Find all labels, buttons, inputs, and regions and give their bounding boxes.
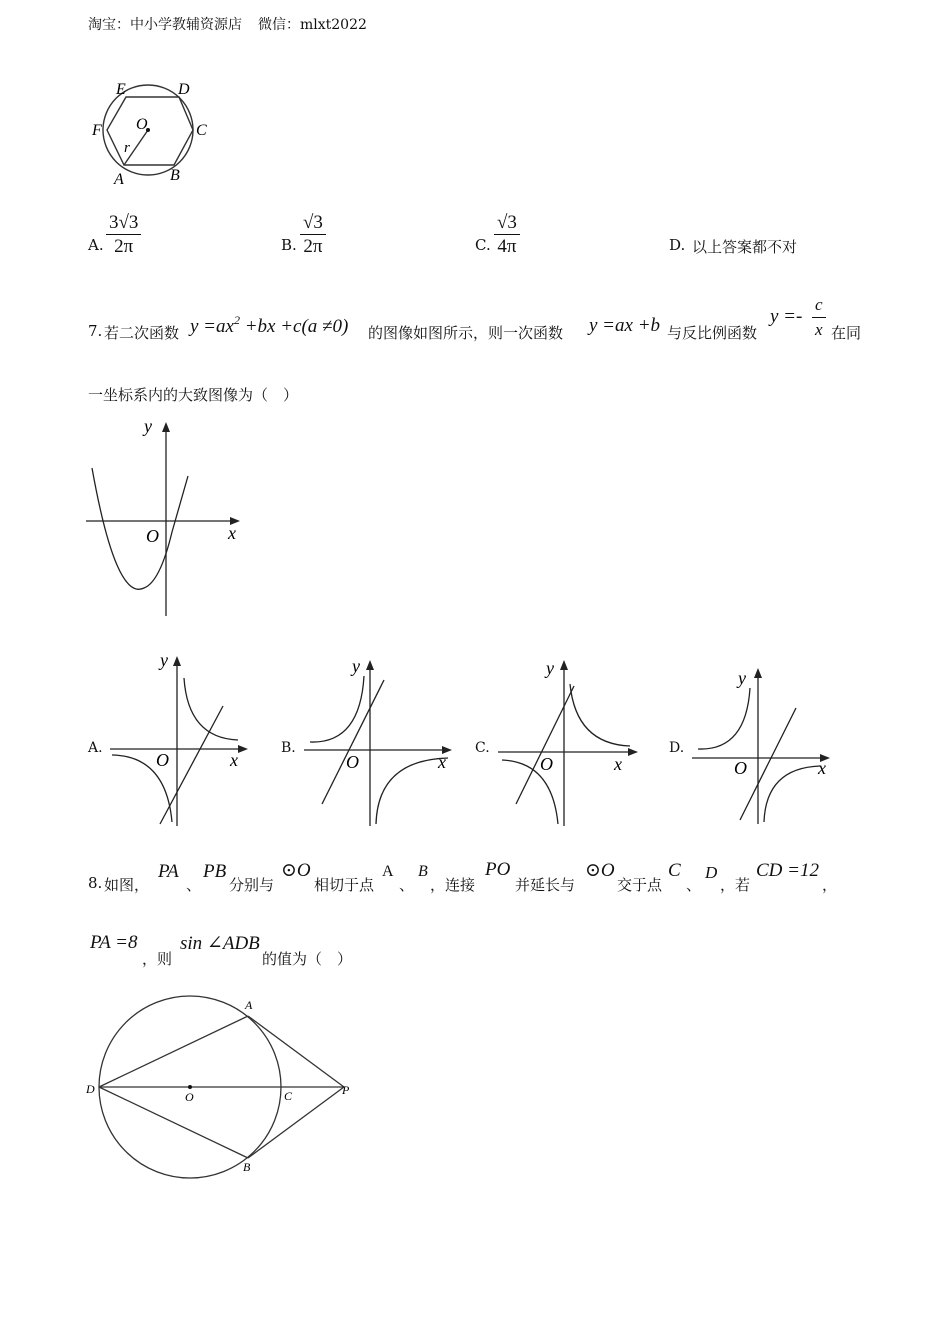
label-o: O bbox=[185, 1090, 194, 1104]
q7-recip-bar bbox=[812, 317, 826, 318]
tangent-circle-figure bbox=[82, 990, 362, 1186]
q7-quad-lhs: y =ax bbox=[190, 316, 234, 337]
label-a: A bbox=[114, 171, 124, 188]
x-arrow-icon bbox=[238, 745, 248, 753]
q7-recip-lhs: y =- bbox=[770, 306, 803, 327]
x-label: x bbox=[228, 523, 236, 543]
q7-text4: 在同 bbox=[831, 324, 862, 342]
q7-quad-sup: 2 bbox=[233, 313, 240, 327]
label-p: P bbox=[342, 1083, 350, 1097]
y-arrow-icon bbox=[162, 422, 170, 432]
q8-t2: 分别与 bbox=[229, 876, 275, 894]
label-b: B bbox=[243, 1160, 251, 1174]
q8-t4: ，连接 bbox=[430, 876, 476, 894]
header-wechat: 微信：mlxt2022 bbox=[258, 17, 367, 33]
q6-option-a-letter: A. bbox=[88, 236, 104, 254]
linear-line bbox=[160, 706, 223, 824]
q6-option-b-fraction bbox=[300, 212, 326, 259]
q8-sep3: 、 bbox=[686, 876, 702, 894]
q7-text1: 若二次函数 bbox=[104, 324, 180, 342]
q8-sin: sin ∠ADB bbox=[180, 933, 260, 954]
origin-label: O bbox=[146, 526, 159, 546]
label-c: C bbox=[196, 122, 207, 139]
q7-quadratic bbox=[190, 313, 348, 338]
q8-pt-d: D bbox=[705, 863, 718, 882]
parabola-graph bbox=[84, 412, 254, 622]
q8-number: 8. bbox=[88, 874, 103, 892]
label-a: A bbox=[245, 998, 253, 1012]
hexagon-circle-figure bbox=[86, 74, 216, 189]
hyperbola-branch bbox=[184, 678, 238, 740]
y-label: y bbox=[738, 668, 746, 688]
x-label: x bbox=[818, 758, 826, 778]
q7-option-c-letter: C. bbox=[475, 740, 490, 756]
q7-quad-cond: (a ≠0) bbox=[301, 316, 349, 337]
q8-t3: 相切于点 bbox=[314, 876, 375, 894]
q8-t9: 的值为（ ） bbox=[262, 950, 353, 968]
q8-pt-c: C bbox=[668, 860, 681, 881]
label-o: O bbox=[136, 116, 148, 133]
tangent-pb bbox=[248, 1087, 344, 1158]
hyperbola-branch bbox=[310, 676, 364, 742]
y-arrow-icon bbox=[560, 660, 568, 670]
q7-linear: y =ax +b bbox=[589, 315, 661, 336]
q8-sep2: 、 bbox=[399, 876, 415, 894]
y-arrow-icon bbox=[754, 668, 762, 678]
y-arrow-icon bbox=[173, 656, 181, 666]
q7-quad-rhs: +bx +c bbox=[239, 316, 302, 337]
q8-circle-o-1: ⊙O bbox=[281, 860, 311, 881]
q8-comma: ， bbox=[822, 876, 838, 894]
q7-line2: 一坐标系内的大致图像为（ ） bbox=[88, 386, 299, 404]
q8-t5: 并延长与 bbox=[515, 876, 576, 894]
tangent-pa bbox=[248, 1016, 344, 1087]
q8-pa-value: PA =8 bbox=[90, 932, 138, 953]
q7-option-b-letter: B. bbox=[281, 740, 296, 756]
x-label: x bbox=[438, 752, 446, 772]
y-label: y bbox=[352, 656, 360, 676]
x-label: x bbox=[614, 754, 622, 774]
fraction-numerator: √3 bbox=[494, 212, 520, 235]
x-arrow-icon bbox=[628, 748, 638, 756]
hyperbola-branch bbox=[764, 766, 820, 822]
q8-t7: ，若 bbox=[720, 876, 751, 894]
q7-option-d-letter: D. bbox=[669, 740, 685, 756]
label-f: F bbox=[92, 122, 102, 139]
q8-po: PO bbox=[485, 859, 511, 880]
q8-pt-b: B bbox=[418, 863, 428, 880]
label-e: E bbox=[116, 81, 126, 98]
label-d: D bbox=[86, 1082, 95, 1096]
origin-label: O bbox=[540, 754, 553, 774]
label-b: B bbox=[170, 167, 180, 184]
q8-t6: 交于点 bbox=[617, 876, 663, 894]
q7-recip-den: x bbox=[815, 320, 823, 339]
label-c: C bbox=[284, 1089, 293, 1103]
q8-circle-o-2: ⊙O bbox=[585, 860, 615, 881]
q6-option-d-text: 以上答案都不对 bbox=[692, 238, 798, 256]
y-arrow-icon bbox=[366, 660, 374, 670]
fraction-denominator: 4π bbox=[497, 236, 517, 257]
q7-option-a-graph[interactable] bbox=[108, 648, 258, 830]
linear-line bbox=[322, 680, 384, 804]
q7-option-c-graph[interactable] bbox=[496, 652, 646, 830]
q8-sep1: 、 bbox=[186, 876, 202, 894]
y-label: y bbox=[546, 658, 554, 678]
q7-text3: 与反比例函数 bbox=[667, 324, 758, 342]
q8-t8: ，则 bbox=[142, 950, 173, 968]
q7-option-b-graph[interactable] bbox=[302, 652, 462, 830]
q7-option-d-graph[interactable] bbox=[690, 662, 840, 830]
q8-pa: PA bbox=[158, 861, 179, 882]
parabola-curve bbox=[92, 468, 188, 589]
fraction-denominator: 2π bbox=[114, 236, 134, 257]
q8-pb: PB bbox=[203, 861, 227, 882]
hexagon bbox=[107, 97, 193, 165]
hyperbola-branch bbox=[570, 684, 630, 746]
center-dot bbox=[188, 1085, 192, 1089]
q7-text2: 的图像如图所示，则一次函数 bbox=[368, 324, 564, 342]
origin-label: O bbox=[346, 752, 359, 772]
q6-option-c-fraction bbox=[494, 212, 520, 259]
hyperbola-branch bbox=[698, 688, 750, 749]
q8-pt-a: A bbox=[382, 863, 394, 880]
q6-option-c-letter: C. bbox=[475, 236, 491, 254]
q7-recip-num: c bbox=[815, 295, 823, 314]
fraction-denominator: 2π bbox=[303, 236, 323, 257]
origin-label: O bbox=[734, 758, 747, 778]
x-label: x bbox=[230, 750, 238, 770]
label-d: D bbox=[178, 81, 190, 98]
q6-option-a-fraction bbox=[106, 212, 141, 259]
y-label: y bbox=[160, 650, 168, 670]
header-shop: 淘宝：中小学教辅资源店 bbox=[88, 17, 242, 33]
fraction-numerator: 3√3 bbox=[106, 212, 141, 235]
y-label: y bbox=[144, 416, 152, 436]
q7-number: 7. bbox=[88, 322, 103, 340]
q8-t1: 如图， bbox=[104, 876, 150, 894]
linear-line bbox=[740, 708, 796, 820]
origin-label: O bbox=[156, 750, 169, 770]
fraction-numerator: √3 bbox=[300, 212, 326, 235]
q7-option-a-letter: A. bbox=[88, 740, 103, 756]
linear-line bbox=[516, 686, 574, 804]
q6-option-b-letter: B. bbox=[281, 236, 297, 254]
q8-cd: CD =12 bbox=[756, 860, 819, 881]
q6-option-d-letter: D. bbox=[669, 236, 686, 254]
label-r: r bbox=[124, 140, 130, 156]
